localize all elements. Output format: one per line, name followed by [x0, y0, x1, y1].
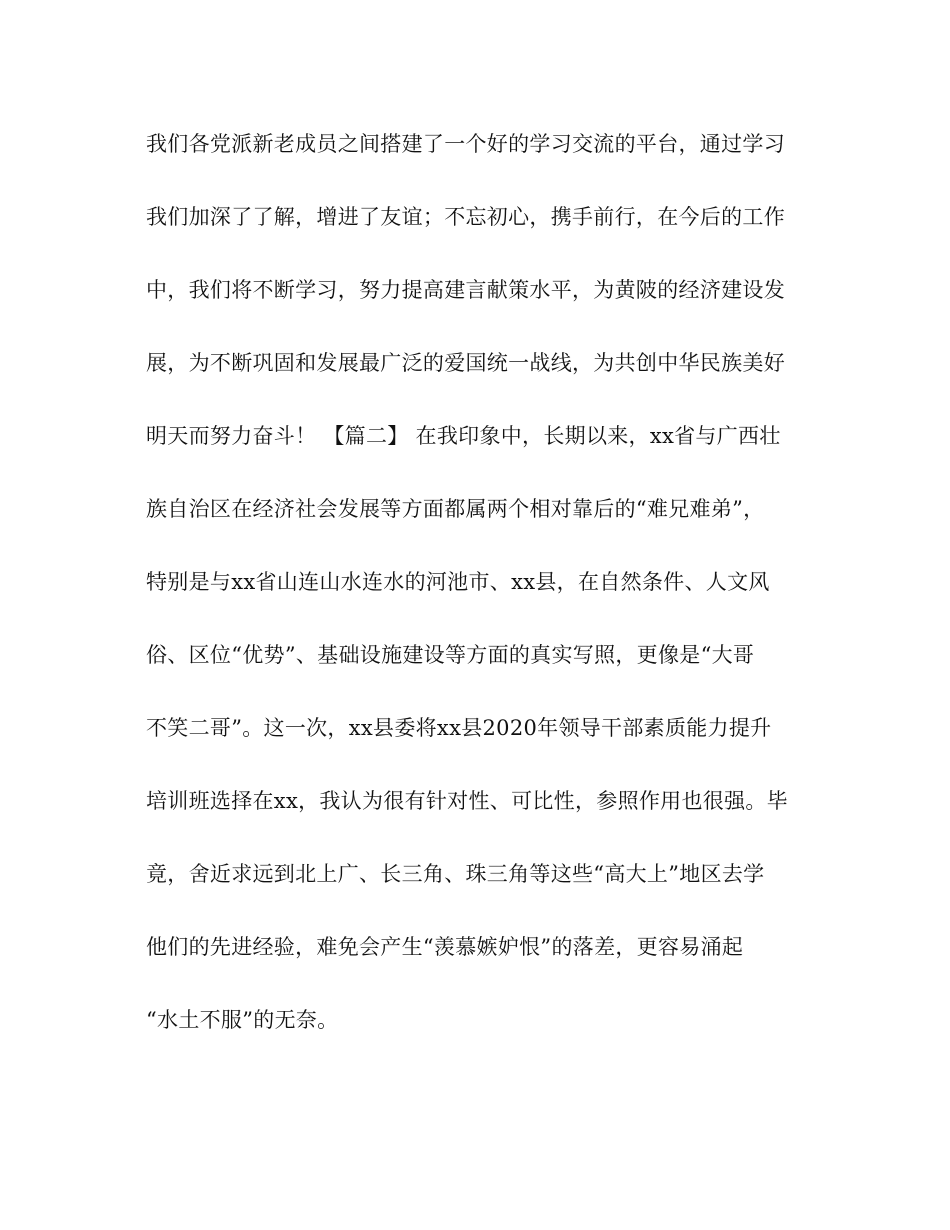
document-body — [146, 122, 806, 1071]
text-line: 我们各党派新老成员之间搭建了一个好的学习交流的平台，通过学习 — [146, 132, 785, 156]
text-line: 特别是与xx省山连山水连水的河池市、xx县，在自然条件、人文风 — [146, 570, 770, 594]
text-line: 竟，舍近求远到北上广、长三角、珠三角等这些“高大上”地区去学 — [146, 862, 765, 886]
text-line: 明天而努力奋斗！ 【篇二】 在我印象中，长期以来，xx省与广西壮 — [146, 424, 781, 448]
text-line: 俗、区位“优势”、基础设施建设等方面的真实写照，更像是“大哥 — [146, 643, 755, 667]
text-line: 展，为不断巩固和发展最广泛的爱国统一战线，为共创中华民族美好 — [146, 351, 785, 375]
text-line: 中，我们将不断学习，努力提高建言献策水平，为黄陂的经济建设发 — [146, 278, 785, 302]
text-line: 不笑二哥”。这一次，xx县委将xx县2020年领导干部素质能力提升 — [146, 716, 772, 740]
text-line: “水土不服”的无奈。 — [146, 1008, 339, 1032]
text-line: 族自治区在经济社会发展等方面都属两个相对靠后的“难兄难弟”， — [146, 497, 765, 521]
text-line: 培训班选择在xx，我认为很有针对性、可比性，参照作用也很强。毕 — [146, 789, 788, 813]
text-line: 我们加深了了解，增进了友谊；不忘初心，携手前行，在今后的工作 — [146, 205, 785, 229]
text-line: 他们的先进经验，难免会产生“羡慕嫉妒恨”的落差，更容易涌起 — [146, 935, 744, 959]
